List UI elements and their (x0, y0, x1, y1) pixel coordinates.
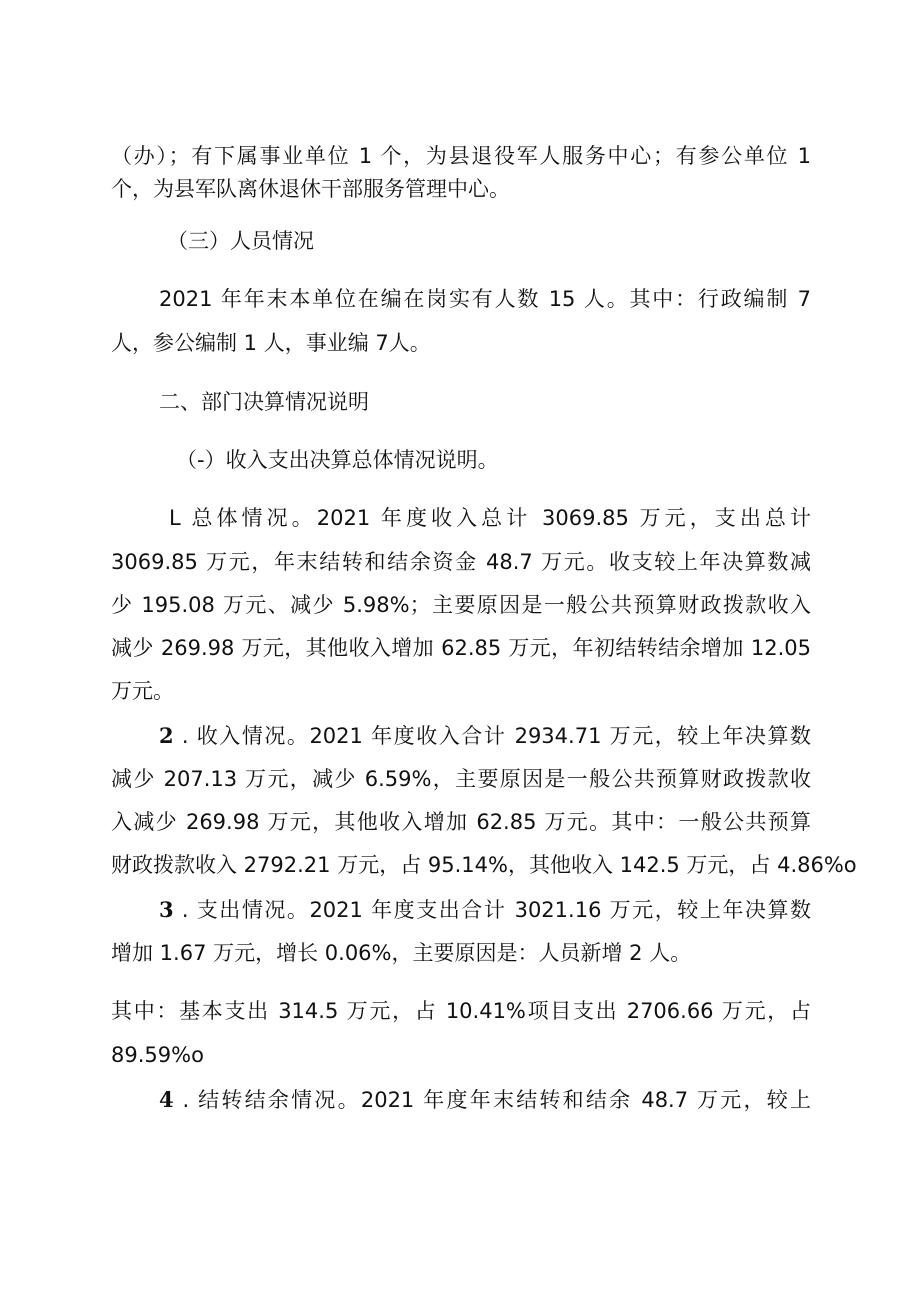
text-line (111, 996, 811, 1026)
text-line (111, 174, 510, 204)
text-line (159, 895, 811, 925)
text-line (159, 1085, 811, 1115)
text-line (111, 547, 811, 577)
text-line (159, 284, 811, 314)
text-line (111, 850, 857, 880)
line-text: 少 195.08 万元、减少 5.98%；主要原因是一般公共预算财政拨款收入 (111, 593, 811, 617)
line-text: 个，为县军队离休退休干部服务管理中心。 (111, 177, 510, 201)
line-text: 减少 269.98 万元，其他收入增加 62.85 万元，年初结转结余增加 12.05 (111, 636, 811, 660)
text-line (111, 1040, 204, 1070)
text-line (111, 676, 174, 706)
line-text: . 支出情况。2021 年度支出合计 3021.16 万元，较上年决算数 (173, 898, 811, 922)
line-text: （-）收入支出决算总体情况说明。 (176, 448, 499, 472)
text-line (111, 141, 811, 171)
line-text: 人，参公编制 1 人，事业编 7人。 (111, 331, 431, 355)
line-text: 增加 1.67 万元，增长 0.06%，主要原因是：人员新增 2 人。 (111, 941, 692, 965)
line-text: 二、部门决算情况说明 (159, 390, 369, 414)
line-text: L 总体情况。2021 年度收入总计 3069.85 万元，支出总计 (169, 506, 811, 530)
line-text: 减少 207.13 万元，减少 6.59%，主要原因是一般公共预算财政拨款收 (111, 767, 811, 791)
text-line (111, 807, 811, 837)
text-line (159, 387, 369, 417)
line-text: 其中：基本支出 314.5 万元，占 10.41%项目支出 2706.66 万元，占 (111, 999, 811, 1023)
line-text: 2021 年年末本单位在编在岗实有人数 15 人。其中：行政编制 7 (159, 287, 811, 311)
list-number: 2 (159, 723, 174, 748)
text-line (111, 633, 811, 663)
text-line (167, 226, 314, 256)
text-line (111, 590, 811, 620)
line-text: . 收入情况。2021 年度收入合计 2934.71 万元，较上年决算数 (173, 724, 811, 748)
line-text: 89.59%o (111, 1043, 204, 1067)
text-line (111, 938, 691, 968)
line-text: 3069.85 万元，年末结转和结余资金 48.7 万元。收支较上年决算数减 (111, 550, 811, 574)
list-number: 4 (159, 1087, 174, 1112)
text-line (111, 328, 431, 358)
line-text: . 结转结余情况。2021 年度年末结转和结余 48.7 万元，较上 (173, 1088, 811, 1112)
text-line (159, 721, 811, 751)
line-text: （三）人员情况 (167, 229, 314, 253)
line-text: （办）；有下属事业单位 1 个，为县退役军人服务中心；有参公单位 1 (111, 144, 811, 168)
list-number: 3 (159, 897, 174, 922)
text-line (169, 503, 811, 533)
line-text: 财政拨款收入 2792.21 万元，占 95.14%，其他收入 142.5 万元，占 4.86%o (111, 853, 857, 877)
line-text: 万元。 (111, 679, 174, 703)
text-line (176, 445, 499, 475)
text-line (111, 764, 811, 794)
line-text: 入减少 269.98 万元，其他收入增加 62.85 万元。其中：一般公共预算 (111, 810, 811, 834)
